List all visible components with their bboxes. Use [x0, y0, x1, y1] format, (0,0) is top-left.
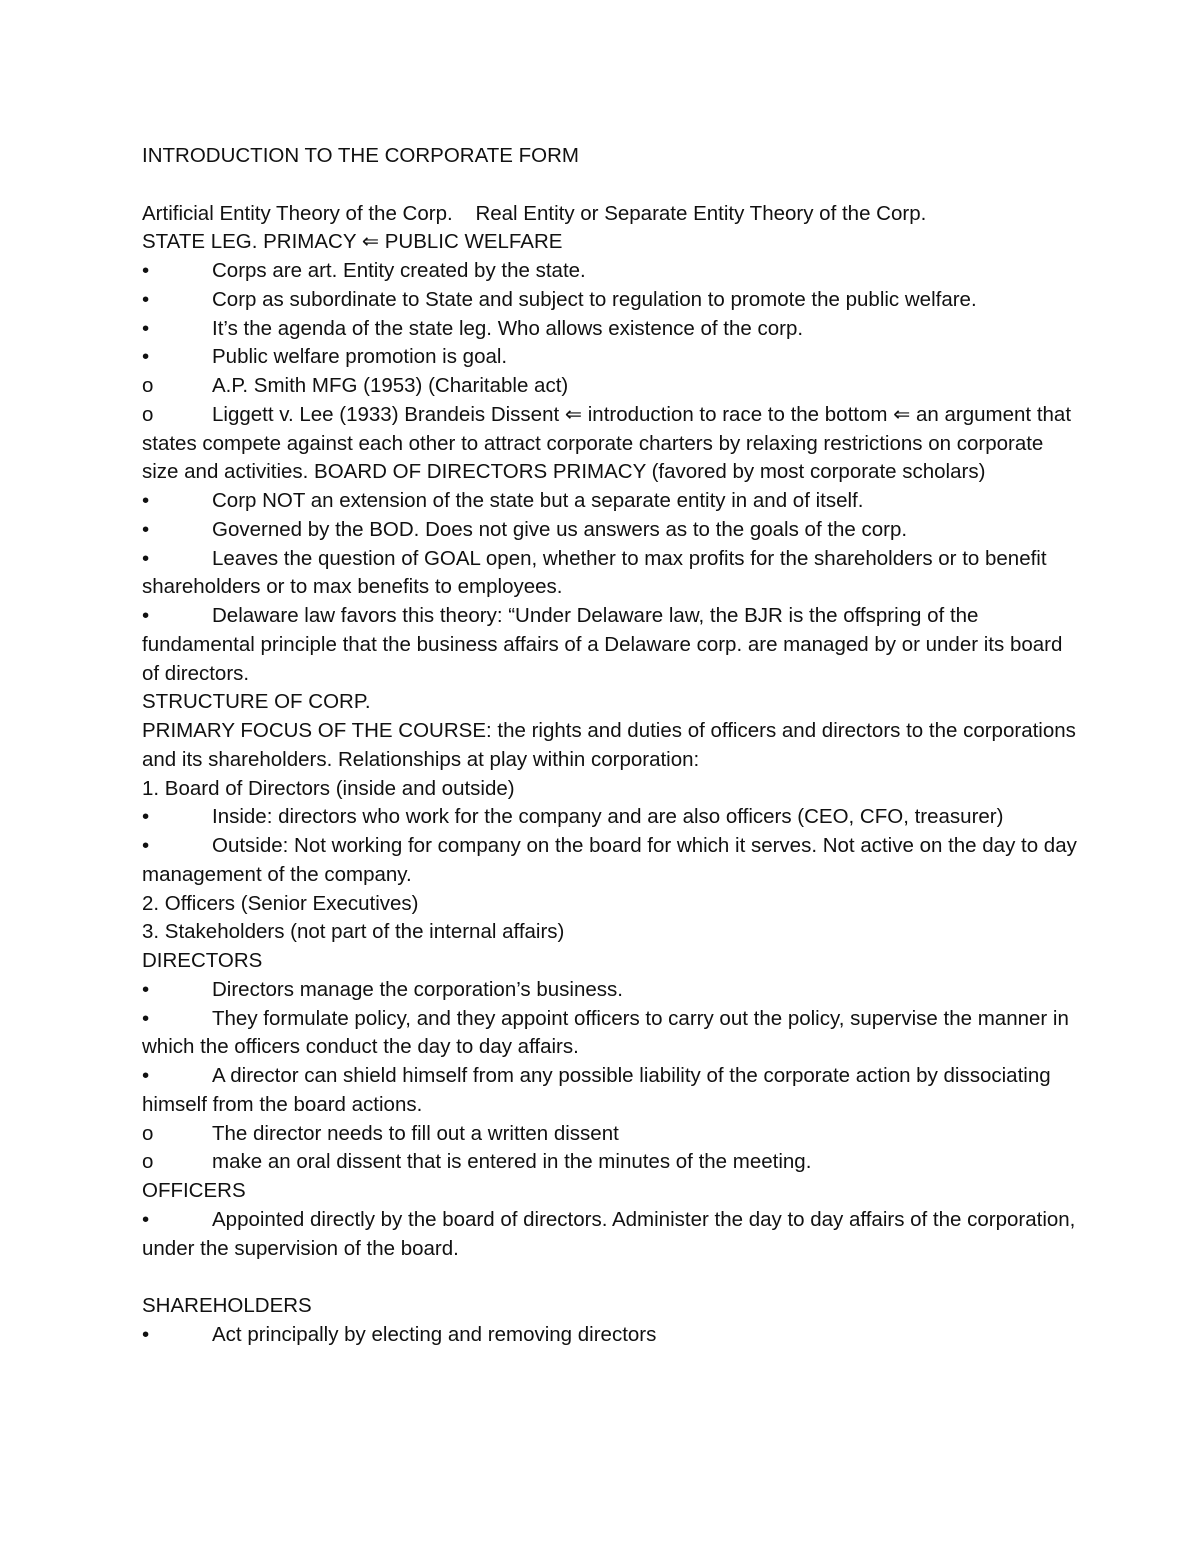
list-item: • Public welfare promotion is goal.	[142, 345, 508, 369]
list-item: o A.P. Smith MFG (1953) (Charitable act)	[142, 374, 569, 397]
officers-list	[142, 1206, 1080, 1264]
theories-line: Artificial Entity Theory of the Corp. Real Entity or Separate Entity Theory of the Corp.	[142, 201, 927, 225]
board-primacy-list	[142, 487, 1080, 688]
structure-heading: STRUCTURE OF CORP.	[142, 690, 371, 714]
list-item: • A director can shield himself from any possible liability of the corporate action by dissociating himself from the board actions.	[142, 1064, 1051, 1116]
state-primacy-heading: STATE LEG. PRIMACY ⇐ PUBLIC WELFARE	[142, 230, 563, 254]
document-title: INTRODUCTION TO THE CORPORATE FORM	[142, 144, 579, 167]
list-item: • Appointed directly by the board of directors. Administer the day to day affairs of the corporation, under the supervision of the board.	[142, 1207, 1076, 1260]
list-item: • Governed by the BOD. Does not give us answers as to the goals of the corp.	[142, 517, 908, 541]
list-item: • Outside: Not working for company on the board for which it serves. Not active on the day to day management of the company.	[142, 834, 1077, 886]
shareholders-heading: SHAREHOLDERS	[142, 1294, 312, 1317]
board-types-list	[142, 803, 1080, 889]
relationship-2: 2. Officers (Senior Executives)	[142, 891, 419, 915]
directors-heading: DIRECTORS	[142, 949, 263, 972]
primary-focus-text: PRIMARY FOCUS OF THE COURSE: the rights and duties of officers and directors to the corporations and its shareholders. Relationships at play within corporation:	[142, 719, 1076, 771]
relationship-3: 3. Stakeholders (not part of the internal affairs)	[142, 920, 565, 944]
list-item: • Corp NOT an extension of the state but a separate entity in and of itself.	[142, 489, 864, 512]
list-item: • Delaware law favors this theory: “Under Delaware law, the BJR is the offspring of the fundamental principle that the business affairs of a Delaware corp. are managed by or under its board of directors.	[142, 604, 1063, 685]
list-item: • Inside: directors who work for the company and are also officers (CEO, CFO, treasurer)	[142, 805, 1004, 829]
shareholders-list	[142, 1321, 1080, 1350]
list-item: • Act principally by electing and removing directors	[142, 1322, 657, 1346]
list-item: • It’s the agenda of the state leg. Who allows existence of the corp.	[142, 316, 804, 340]
spacer	[142, 1263, 1080, 1292]
list-item: • Directors manage the corporation’s business.	[142, 977, 623, 1001]
directors-list	[142, 976, 1080, 1177]
relationship-1: 1. Board of Directors (inside and outside)	[142, 776, 515, 800]
list-item: o Liggett v. Lee (1933) Brandeis Dissent ⇐ introduction to race to the bottom ⇐ an argument that states compete against each other to attract corporate charters by relaxing restrictions on corporate size and activities. BOARD OF DIRECTORS PRIMACY (favored by most corporate scholars)	[142, 402, 1072, 484]
list-item: • Leaves the question of GOAL open, whether to max profits for the shareholders or to benefit shareholders or to max benefits to employees.	[142, 546, 1047, 599]
list-item: o The director needs to fill out a written dissent	[142, 1121, 619, 1145]
list-item: • Corp as subordinate to State and subject to regulation to promote the public welfare.	[142, 287, 977, 311]
list-item: o make an oral dissent that is entered in the minutes of the meeting.	[142, 1150, 812, 1174]
list-item: • They formulate policy, and they appoint officers to carry out the policy, supervise the manner in which the officers conduct the day to day affairs.	[142, 1006, 1069, 1059]
state-primacy-list	[142, 257, 1080, 487]
officers-heading: OFFICERS	[142, 1179, 246, 1202]
list-item: • Corps are art. Entity created by the state.	[142, 259, 586, 282]
